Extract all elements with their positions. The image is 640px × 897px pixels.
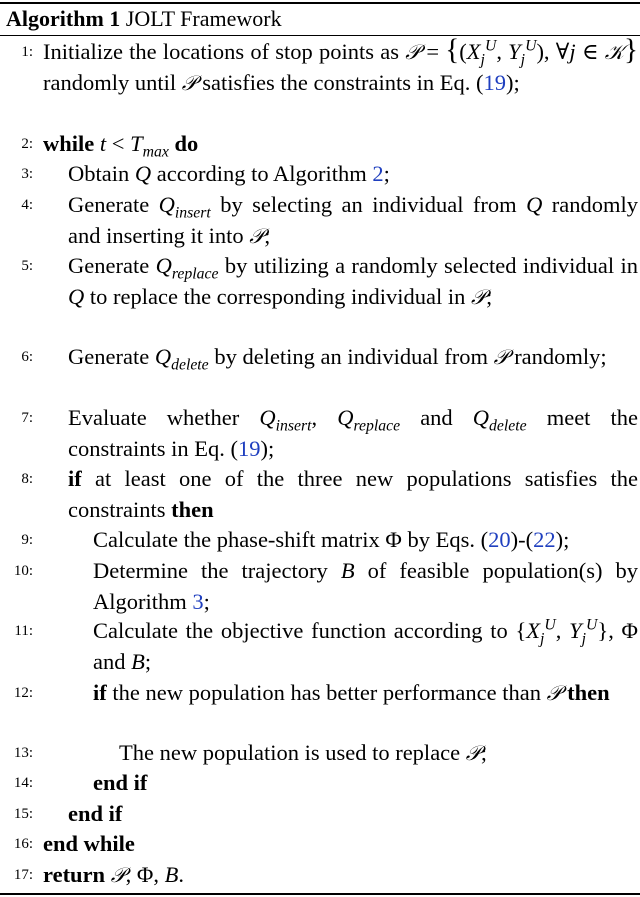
keyword: end while bbox=[43, 831, 135, 856]
equation-reference-link[interactable]: 20 bbox=[488, 527, 511, 552]
line-number: 16: bbox=[13, 836, 33, 852]
line-number: 5: bbox=[21, 258, 33, 274]
step-text: Calculate the phase-shift matrix Φ by Eqs. (20)-(22); bbox=[93, 527, 570, 552]
step-text: return 𝒫, Φ, B. bbox=[43, 862, 184, 887]
line-number: 8: bbox=[21, 471, 33, 487]
line-number: 3: bbox=[21, 166, 33, 182]
step-text: Calculate the objective function according to {$X_j^U$, $Y_j^U$}, Φ and B; bbox=[93, 616, 639, 674]
line-number: 4: bbox=[21, 197, 33, 213]
step-text bbox=[68, 464, 638, 525]
step-text: Generate $Q_{insert}$ by selecting an individual from Q randomly and inserting it into 𝒫; bbox=[68, 192, 638, 248]
header-rule bbox=[0, 35, 640, 36]
algorithm-reference-link[interactable]: 2 bbox=[372, 161, 384, 186]
step-text: Generate $Q_{replace}$ by utilizing a randomly selected individual in Q to replace the corresponding individual in 𝒫; bbox=[68, 253, 638, 309]
line-number: 15: bbox=[13, 806, 33, 822]
step-text: The new population is used to replace 𝒫; bbox=[119, 740, 487, 765]
step-text: while $t < T_{max}$ do bbox=[43, 131, 199, 161]
bottom-rule bbox=[0, 893, 640, 895]
keyword: then bbox=[567, 680, 610, 705]
line-number: 7: bbox=[21, 410, 33, 426]
algorithm-name: JOLT Framework bbox=[125, 6, 282, 31]
line-number: 10: bbox=[13, 563, 33, 579]
line-number: 2: bbox=[21, 136, 33, 152]
step-text: Initialize the locations of stop points as 𝒫 = {($X_j^U$, $Y_j^U$), ∀j ∈ 𝒦} randomly until 𝒫 satisfies the constraints in Eq. (19); bbox=[43, 34, 638, 95]
line-number: 14: bbox=[13, 775, 33, 791]
keyword: return bbox=[43, 862, 106, 887]
equation-reference-link[interactable]: 22 bbox=[533, 527, 556, 552]
algorithm-label: Algorithm 1 bbox=[6, 6, 121, 31]
equation-reference-link[interactable]: 19 bbox=[237, 435, 261, 461]
line-number: 1: bbox=[21, 44, 33, 60]
keyword: then bbox=[171, 496, 214, 522]
condition-text: at least one of the three new populations satisfies the constraints bbox=[68, 466, 638, 522]
line-number: 9: bbox=[21, 532, 33, 548]
line-number: 17: bbox=[13, 867, 33, 883]
algorithm-reference-link[interactable]: 3 bbox=[192, 588, 204, 614]
keyword: if bbox=[93, 680, 107, 705]
step-text: Determine the trajectory B of feasible population(s) by Algorithm 3; bbox=[93, 558, 638, 614]
keyword: end if bbox=[68, 801, 123, 826]
keyword: do bbox=[174, 131, 199, 156]
step-text: Evaluate whether $Q_{insert}$, $Q_{replace}$ and $Q_{delete}$ meet the constraints in Eq. (19); bbox=[68, 405, 639, 461]
keyword: end if bbox=[93, 770, 148, 795]
algorithm-title bbox=[6, 5, 282, 33]
line-number: 11: bbox=[14, 623, 33, 639]
line-number: 13: bbox=[13, 745, 33, 761]
step-text: Generate $Q_{delete}$ by deleting an individual from 𝒫 randomly; bbox=[68, 344, 607, 374]
equation-reference-link[interactable]: 19 bbox=[483, 69, 506, 95]
top-rule bbox=[0, 2, 640, 4]
line-number: 6: bbox=[21, 349, 33, 365]
step-text: if the new population has better performance than 𝒫 then bbox=[93, 680, 610, 705]
keyword: if bbox=[68, 466, 82, 491]
line-number: 12: bbox=[13, 685, 33, 701]
step-text: Obtain Q according to Algorithm 2; bbox=[68, 161, 390, 186]
keyword: while bbox=[43, 131, 95, 156]
